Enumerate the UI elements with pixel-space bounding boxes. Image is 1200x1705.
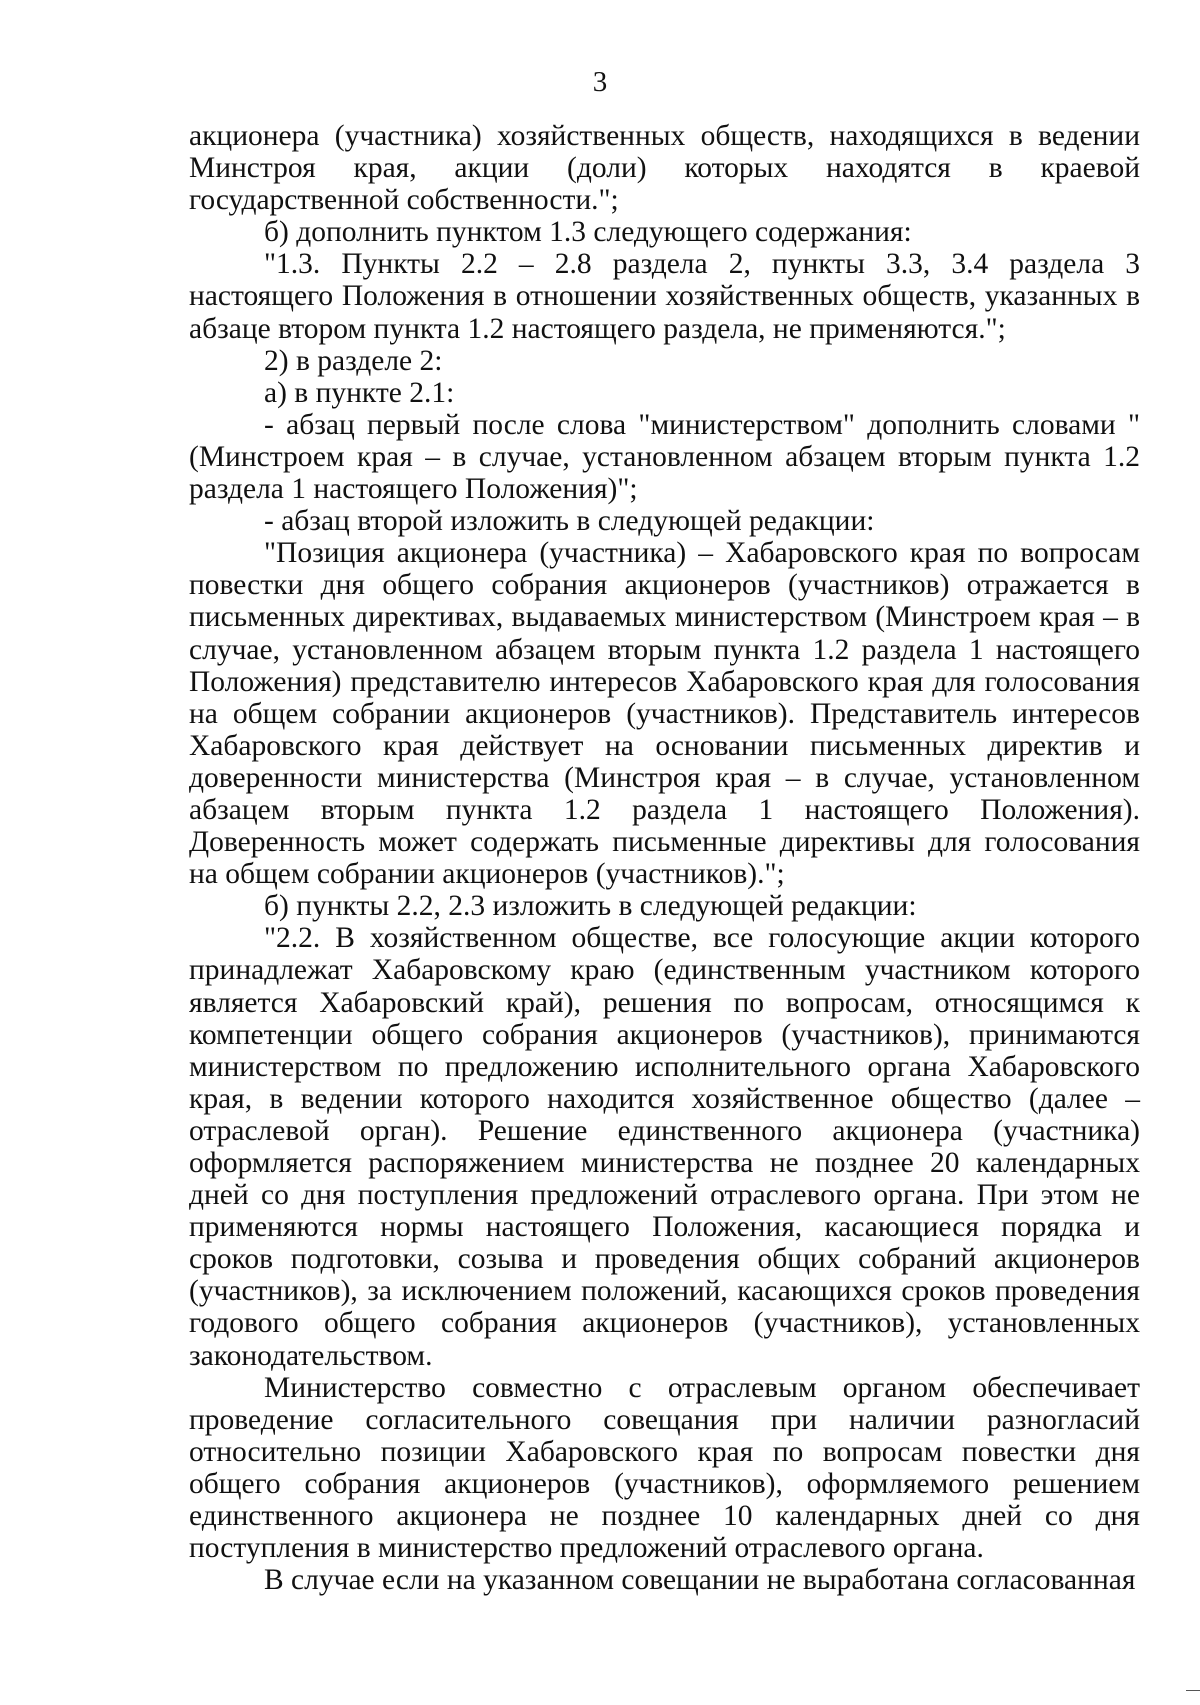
paragraph: б) пункты 2.2, 2.3 изложить в следующей редакции: <box>264 890 917 923</box>
paragraph: "1.3. Пункты 2.2 – 2.8 раздела 2, пункты 3.3, 3.4 раздела 3 настоящего Положения в отношении хозяйственных обществ, указанных в абзаце втором пункта 1.2 настоящего раздела, не применяются."; <box>189 248 1140 345</box>
paragraph-continuation: акционера (участника) хозяйственных обществ, находящихся в ведении Минстроя края, акции (доли) которых находятся в краевой государственной собственности."; <box>189 120 1140 217</box>
scan-edge-mark <box>1186 1690 1200 1691</box>
paragraph: а) в пункте 2.1: <box>264 376 455 409</box>
paragraph: - абзац второй изложить в следующей редакции: <box>264 505 875 538</box>
page-number: 3 <box>592 66 608 98</box>
paragraph: 2) в разделе 2: <box>264 344 443 377</box>
paragraph: "Позиция акционера (участника) – Хабаровского края по вопросам повестки дня общего собрания акционеров (участников) отражается в письменных директивах, выдаваемых министерством (Минстроем края – в случае, установленном абзацем вторым пункта 1.2 раздела 1 настоящего Положения) представителю интересов Хабаровского края для голосования на общем собрании акционеров (участников). Представитель интересов Хабаровского края действует на основании письменных директив и доверенности министерства (Минстроя края – в случае, установленном абзацем вторым пункта 1.2 раздела 1 настоящего Положения). Доверенность может содержать письменные директивы для голосования на общем собрании акционеров (участников)."; <box>189 537 1140 891</box>
paragraph: В случае если на указанном совещании не выработана согласованная <box>264 1564 1136 1597</box>
document-body <box>189 120 1140 1596</box>
paragraph: б) дополнить пунктом 1.3 следующего содержания: <box>264 216 912 249</box>
paragraph: Министерство совместно с отраслевым органом обеспечивает проведение согласительного совещания при наличии разногласий относительно позиции Хабаровского края по вопросам повестки дня общего собрания акционеров (участников), оформляемого решением единственного акционера не позднее 10 календарных дней со дня поступления в министерство предложений отраслевого органа. <box>189 1371 1140 1565</box>
paragraph: "2.2. В хозяйственном обществе, все голосующие акции которого принадлежат Хабаровскому краю (единственным участником которого является Хабаровский край), решения по вопросам, относящимся к компетенции общего собрания акционеров (участников), принимаются министерством по предложению исполнительного органа Хабаровского края, в ведении которого находится хозяйственное общество (далее – отраслевой орган). Решение единственного акционера (участника) оформляется распоряжением министерства не позднее 20 календарных дней со дня поступления предложений отраслевого органа. При этом не применяются нормы настоящего Положения, касающиеся порядка и сроков подготовки, созыва и проведения общих собраний акционеров (участников), за исключением положений, касающихся сроков проведения годового общего собрания акционеров (участников), установленных законодательством. <box>189 922 1140 1372</box>
paragraph: - абзац первый после слова "министерством" дополнить словами "(Минстроем края – в случае, установленном абзацем вторым пункта 1.2 раздела 1 настоящего Положения)"; <box>189 408 1140 506</box>
